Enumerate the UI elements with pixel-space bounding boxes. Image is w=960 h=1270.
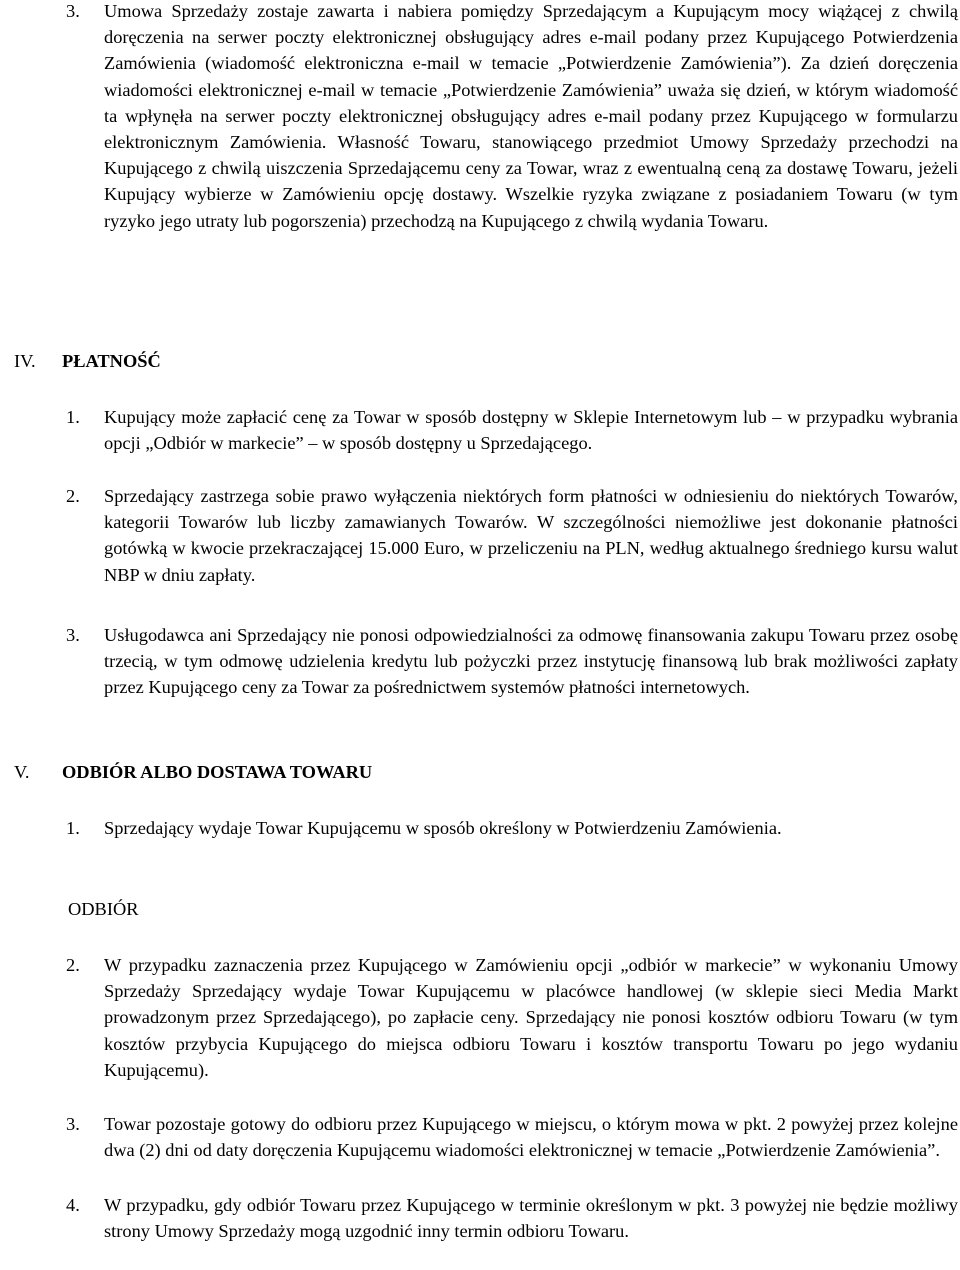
item-number: 3. bbox=[66, 625, 80, 645]
payment-item-3 bbox=[66, 622, 958, 701]
section-roman-numeral: V. bbox=[14, 762, 30, 782]
paragraph-3-contract-conclusion bbox=[66, 0, 958, 234]
item-text: W przypadku zaznaczenia przez Kupującego w Zamówieniu opcji „odbiór w markecie” w wykonaniu Umowy Sprzedaży Sprzedający wydaje Towar Kupującemu w placówce handlowej (w sklepie sieci Media Markt prowadzonym przez Sprzedającego), po zapłacie ceny. Sprzedający nie ponosi kosztów odbioru Towaru (w tym kosztów przybycia Kupującego do miejsca odbioru Towaru i kosztów transportu Towaru po jego wydaniu Kupującemu). bbox=[104, 955, 958, 1080]
item-text: Umowa Sprzedaży zostaje zawarta i nabiera pomiędzy Sprzedającym a Kupującym mocy wiążącej z chwilą doręczenia na serwer poczty elektronicznej obsługujący adres e-mail podany przez Kupującego Potwierdzenia Zamówienia (wiadomość elektroniczna e-mail w temacie „Potwierdzenie Zamówienia”). Za dzień doręczenia wiadomości elektronicznej e-mail w temacie „Potwierdzenie Zamówienia” uważa się dzień, w którym wiadomość ta wpłynęła na serwer poczty elektronicznej obsługujący adres e-mail podany przez Kupującego w formularzu elektronicznym Zamówienia. Własność Towaru, stanowiącego przedmiot Umowy Sprzedaży przechodzi na Kupującego z chwilą uiszczenia Sprzedającemu ceny za Towar, wraz z ewentualną ceną za dostawę Towaru, jeżeli Kupujący wybierze w Zamówieniu opcję dostawy. Wszelkie ryzyka związane z posiadaniem Towaru (w tym ryzyko jego utraty lub pogorszenia) przechodzą na Kupującego z chwilą wydania Towaru. bbox=[104, 1, 958, 231]
item-number: 3. bbox=[66, 1114, 80, 1134]
item-number: 2. bbox=[66, 955, 80, 975]
payment-item-2 bbox=[66, 483, 958, 588]
delivery-item-4 bbox=[66, 1192, 958, 1244]
item-number: 3. bbox=[66, 1, 80, 21]
subheading-pickup: ODBIÓR bbox=[68, 899, 139, 919]
section-roman-numeral: IV. bbox=[14, 351, 36, 371]
item-text: Towar pozostaje gotowy do odbioru przez Kupującego w miejscu, o którym mowa w pkt. 2 powyżej przez kolejne dwa (2) dni od daty doręczenia Kupującemu wiadomości elektronicznej w temacie „Potwierdzenie Zamówienia”. bbox=[104, 1114, 958, 1161]
section-heading-pickup-delivery bbox=[14, 759, 373, 785]
item-text: Sprzedający wydaje Towar Kupującemu w sposób określony w Potwierdzeniu Zamówienia. bbox=[104, 818, 782, 838]
item-text: Kupujący może zapłacić cenę za Towar w sposób dostępny w Sklepie Internetowym lub – w przypadku wybrania opcji „Odbiór w markecie” – w sposób dostępny u Sprzedającego. bbox=[104, 407, 958, 454]
section-title: PŁATNOŚĆ bbox=[62, 351, 161, 371]
delivery-item-1 bbox=[66, 815, 958, 841]
item-number: 4. bbox=[66, 1195, 80, 1215]
item-text: W przypadku, gdy odbiór Towaru przez Kupującego w terminie określonym w pkt. 3 powyżej nie będzie możliwy strony Umowy Sprzedaży mogą uzgodnić inny termin odbioru Towaru. bbox=[104, 1195, 958, 1242]
section-title: ODBIÓR ALBO DOSTAWA TOWARU bbox=[62, 762, 373, 782]
delivery-item-2 bbox=[66, 952, 958, 1083]
payment-item-1 bbox=[66, 404, 958, 456]
delivery-item-3 bbox=[66, 1111, 958, 1163]
item-number: 2. bbox=[66, 486, 80, 506]
item-text: Sprzedający zastrzega sobie prawo wyłączenia niektórych form płatności w odniesieniu do niektórych Towarów, kategorii Towarów lub liczby zamawianych Towarów. W szczególności niemożliwe jest dokonanie płatności gotówką w kwocie przekraczającej 15.000 Euro, w przeliczeniu na PLN, według aktualnego średniego kursu walut NBP w dniu zapłaty. bbox=[104, 486, 958, 585]
item-number: 1. bbox=[66, 407, 80, 427]
section-heading-payment bbox=[14, 348, 161, 374]
item-number: 1. bbox=[66, 818, 80, 838]
item-text: Usługodawca ani Sprzedający nie ponosi odpowiedzialności za odmowę finansowania zakupu Towaru przez osobę trzecią, w tym odmowę udzielenia kredytu lub pożyczki przez instytucję finansową lub brak możliwości zapłaty przez Kupującego ceny za Towar za pośrednictwem systemów płatności internetowych. bbox=[104, 625, 958, 698]
